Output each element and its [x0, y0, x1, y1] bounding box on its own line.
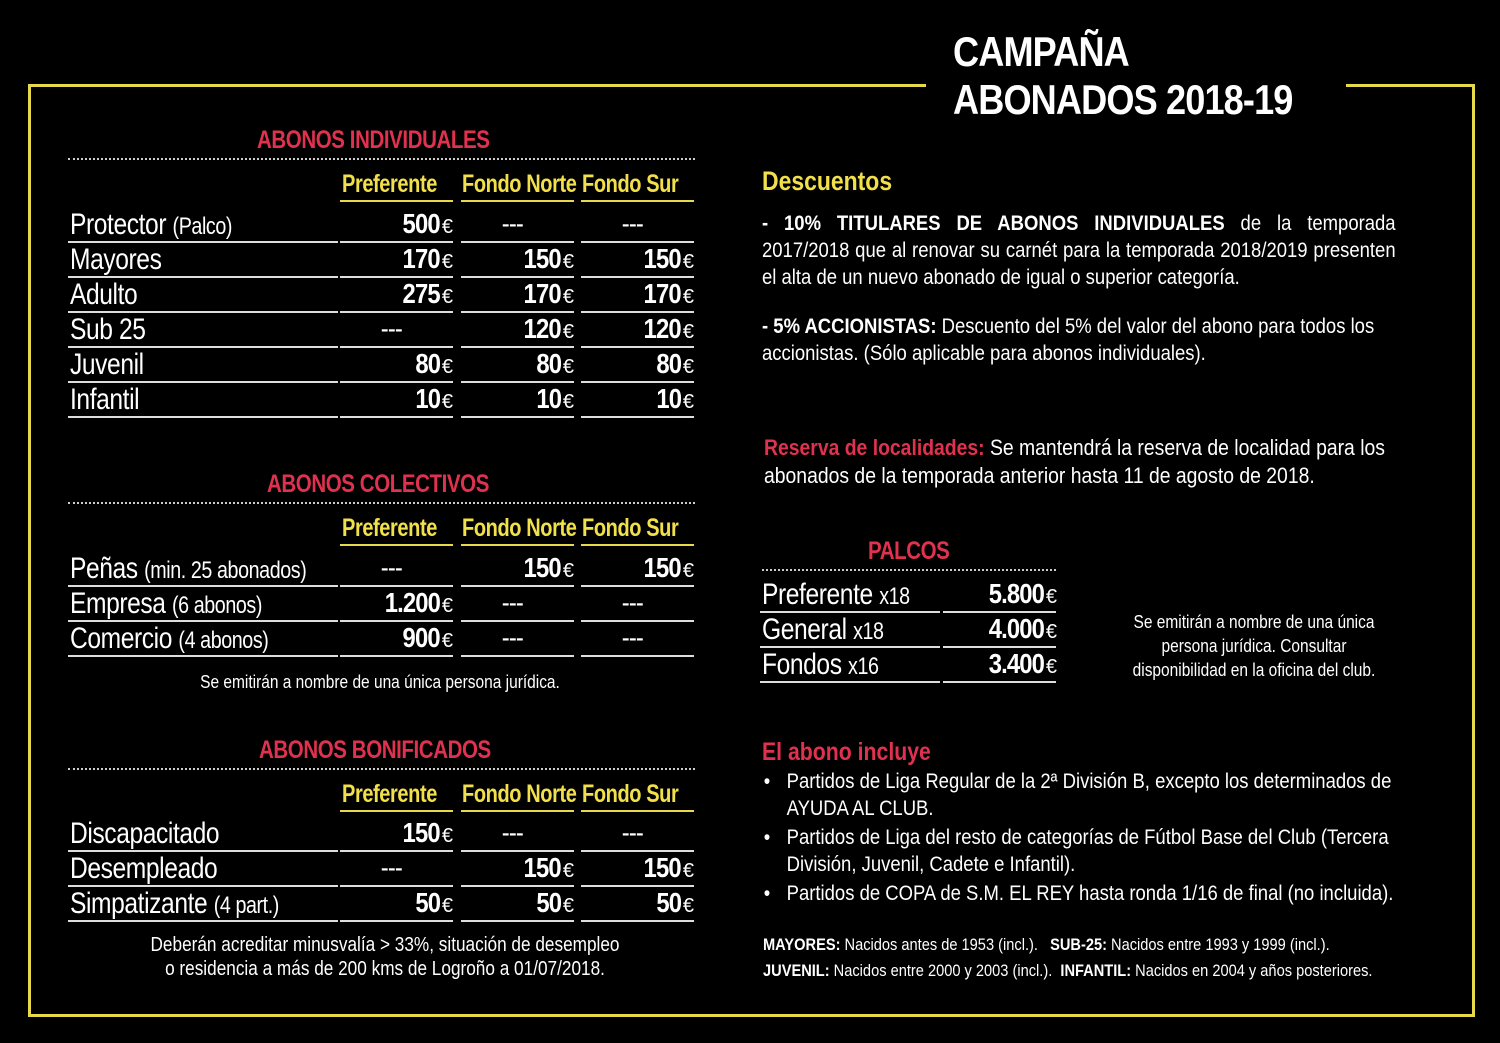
- price-cell-empty: [461, 208, 560, 240]
- palco-label-main: General: [762, 613, 847, 646]
- row-label-main: Desempleado: [70, 852, 218, 885]
- palcos-note-1: Se emitirán a nombre de una única: [1133, 612, 1375, 632]
- row-label-main: Comercio: [70, 622, 172, 655]
- bonificado-row-label: [70, 887, 279, 921]
- individuales-divider: [68, 158, 695, 160]
- price-cell: [543, 552, 693, 584]
- price-cell: [543, 278, 693, 310]
- colectivo-row-label: [70, 587, 262, 621]
- row-label-sub: (min. 25 abonados): [144, 557, 307, 584]
- descuento-2: [762, 313, 1396, 367]
- cell-underline: [581, 416, 694, 418]
- price-value: 150: [643, 243, 681, 274]
- euro-sign: €: [441, 356, 452, 378]
- col-header-c1: Preferente: [342, 780, 437, 808]
- palco-price-cell: [906, 613, 1056, 645]
- row-label-sub: (6 abonos): [172, 592, 262, 619]
- palco-price-cell: [906, 648, 1056, 680]
- price-value: 170: [643, 278, 681, 309]
- cell-underline: [461, 920, 574, 922]
- col-header-c3: Fondo Sur: [582, 170, 679, 198]
- price-value: 150: [523, 243, 561, 274]
- price-cell: [543, 348, 693, 380]
- palco-row-label: [762, 578, 910, 612]
- price-cell-empty: [581, 587, 680, 619]
- cell-underline: [340, 655, 453, 657]
- row-underline: [68, 920, 338, 922]
- price-value: 4.000: [988, 613, 1044, 644]
- euro-sign: €: [1045, 656, 1056, 678]
- euro-sign: €: [441, 286, 452, 308]
- euro-sign: €: [682, 560, 693, 582]
- descuento-1-bold: - 10% TITULARES DE ABONOS INDIVIDUALES: [762, 212, 1225, 235]
- price-value: 120: [643, 313, 681, 344]
- descuento-2-text: Descuento del 5% del valor del abono para todos los accionistas. (Sólo aplicable para abonos individuales).: [762, 315, 1375, 365]
- price-value: 150: [523, 852, 561, 883]
- palcos-note-2: persona jurídica. Consultar: [1161, 636, 1347, 656]
- colectivo-row-label: [70, 552, 306, 586]
- palco-label-sub: x16: [848, 653, 879, 680]
- title-line-2: ABONADOS 2018-19: [953, 76, 1293, 123]
- fn-mayores-label: MAYORES:: [763, 935, 841, 954]
- palcos-title: PALCOS: [868, 537, 950, 565]
- colectivo-row-label: [70, 622, 268, 656]
- page-title: [953, 28, 1293, 124]
- price-cell: [302, 208, 452, 240]
- price-cell-empty: [461, 622, 560, 654]
- col-header-c2: Fondo Norte: [462, 780, 577, 808]
- descuentos-title: Descuentos: [762, 166, 893, 196]
- fn-infantil-text: Nacidos en 2004 y años posteriores.: [1131, 961, 1373, 980]
- price-value: 50: [536, 887, 561, 918]
- euro-sign: €: [562, 560, 573, 582]
- price-value: 150: [402, 817, 440, 848]
- fn-juvenil-label: JUVENIL:: [763, 961, 830, 980]
- euro-sign: €: [562, 895, 573, 917]
- euro-sign: €: [682, 321, 693, 343]
- euro-sign: €: [562, 251, 573, 273]
- palcos-divider: [762, 569, 1056, 571]
- row-label-main: Discapacitado: [70, 817, 220, 850]
- price-value: ---: [501, 622, 523, 653]
- palco-label-sub: x18: [879, 583, 910, 610]
- row-underline: [760, 681, 940, 683]
- footnote-line-1: [763, 935, 1330, 955]
- individuales-title: ABONOS INDIVIDUALES: [257, 126, 490, 154]
- price-value: 1.200: [384, 587, 440, 618]
- col-header-line: [581, 200, 694, 202]
- euro-sign: €: [1045, 586, 1056, 608]
- individual-row-label: [70, 278, 137, 312]
- incluye-item: • Partidos de COPA de S.M. EL REY hasta ronda 1/16 de final (no incluida).: [762, 880, 1413, 907]
- col-header-c1: Preferente: [342, 514, 437, 542]
- row-underline: [68, 655, 338, 657]
- price-value: 50: [415, 887, 440, 918]
- bonificados-divider: [68, 768, 695, 770]
- euro-sign: €: [562, 860, 573, 882]
- euro-sign: €: [441, 595, 452, 617]
- euro-sign: €: [562, 286, 573, 308]
- price-value: 900: [402, 622, 440, 653]
- price-value: 120: [523, 313, 561, 344]
- individual-row-label: [70, 348, 144, 382]
- row-label-main: Empresa: [70, 587, 166, 620]
- price-cell: [302, 817, 452, 849]
- price-cell: [543, 243, 693, 275]
- price-value: 5.800: [988, 578, 1044, 609]
- bonificados-note-2: o residencia a más de 200 kms de Logroño a 01/07/2018.: [165, 958, 605, 980]
- price-value: 150: [523, 552, 561, 583]
- cell-underline: [340, 416, 453, 418]
- title-line-1: CAMPAÑA: [953, 28, 1129, 75]
- euro-sign: €: [441, 895, 452, 917]
- price-value: ---: [501, 587, 523, 618]
- col-header-line: [581, 544, 694, 546]
- price-value: ---: [501, 817, 523, 848]
- euro-sign: €: [1045, 621, 1056, 643]
- col-header-line: [340, 810, 453, 812]
- row-label-main: Simpatizante: [70, 887, 208, 920]
- price-value: ---: [501, 208, 523, 239]
- price-cell-empty: [581, 817, 680, 849]
- palco-label-main: Preferente: [762, 578, 873, 611]
- price-value: 10: [536, 383, 561, 414]
- row-label-sub: (4 abonos): [178, 627, 269, 654]
- col-header-line: [340, 544, 453, 546]
- price-value: ---: [380, 852, 402, 883]
- descuento-2-bold: - 5% ACCIONISTAS:: [762, 315, 937, 338]
- fn-sub25-label: SUB-25:: [1050, 935, 1107, 954]
- euro-sign: €: [682, 286, 693, 308]
- reserva-bold: Reserva de localidades:: [764, 435, 985, 460]
- price-value: ---: [380, 552, 402, 583]
- col-header-line: [340, 200, 453, 202]
- euro-sign: €: [562, 321, 573, 343]
- row-label-main: Juvenil: [70, 348, 144, 381]
- col-header-line: [581, 810, 694, 812]
- price-cell-empty: [461, 587, 560, 619]
- euro-sign: €: [441, 216, 452, 238]
- row-underline: [68, 416, 338, 418]
- euro-sign: €: [441, 251, 452, 273]
- price-value: ---: [621, 817, 643, 848]
- price-value: 500: [402, 208, 440, 239]
- price-value: 170: [402, 243, 440, 274]
- descuento-1: [762, 210, 1396, 291]
- row-label-main: Protector: [70, 208, 167, 241]
- col-header-c2: Fondo Norte: [462, 170, 577, 198]
- price-value: 50: [656, 887, 681, 918]
- price-cell: [543, 852, 693, 884]
- col-header-line: [461, 200, 574, 202]
- cell-underline: [581, 655, 694, 657]
- palco-label-sub: x18: [853, 618, 884, 645]
- palco-label-main: Fondos: [762, 648, 842, 681]
- individual-row-label: [70, 208, 232, 242]
- price-cell: [543, 887, 693, 919]
- euro-sign: €: [682, 860, 693, 882]
- price-value: 3.400: [988, 648, 1044, 679]
- individual-row-label: [70, 243, 161, 277]
- row-label-sub: (4 part.): [213, 892, 279, 919]
- euro-sign: €: [441, 630, 452, 652]
- price-cell: [302, 587, 452, 619]
- footnote-line-2: [763, 961, 1372, 981]
- price-value: 170: [523, 278, 561, 309]
- euro-sign: €: [441, 391, 452, 413]
- reserva-text: [764, 434, 1415, 490]
- euro-sign: €: [682, 251, 693, 273]
- price-cell-empty: [581, 208, 680, 240]
- fn-sub25-text: Nacidos entre 1993 y 1999 (incl.).: [1106, 935, 1330, 954]
- cell-underline: [461, 416, 574, 418]
- price-value: ---: [621, 208, 643, 239]
- euro-sign: €: [682, 391, 693, 413]
- bonificados-title: ABONOS BONIFICADOS: [259, 736, 491, 764]
- col-header-line: [461, 544, 574, 546]
- row-label-main: Mayores: [70, 243, 162, 276]
- price-value: 10: [415, 383, 440, 414]
- euro-sign: €: [682, 895, 693, 917]
- individual-row-label: [70, 313, 146, 347]
- price-value: 150: [643, 852, 681, 883]
- row-label-main: Peñas: [70, 552, 138, 585]
- colectivos-title: ABONOS COLECTIVOS: [267, 470, 489, 498]
- price-value: ---: [621, 622, 643, 653]
- price-cell-empty: [581, 622, 680, 654]
- col-header-c3: Fondo Sur: [582, 780, 679, 808]
- row-label-main: Sub 25: [70, 313, 146, 346]
- colectivos-divider: [68, 502, 695, 504]
- price-value: 150: [643, 552, 681, 583]
- euro-sign: €: [441, 825, 452, 847]
- price-cell: [543, 383, 693, 415]
- row-label-main: Adulto: [70, 278, 138, 311]
- descuento-1-text: de la temporada 2017/2018 que al renovar su carnét para la temporada 2018/2019 presenten el alta de un nuevo abonado de igual o superior categoría.: [762, 212, 1396, 289]
- row-label-main: Infantil: [70, 383, 140, 416]
- cell-underline: [340, 920, 453, 922]
- col-header-line: [461, 810, 574, 812]
- price-cell-empty: [461, 817, 560, 849]
- incluye-item: • Partidos de Liga Regular de la 2ª División B, excepto los determinados de AYUDA AL CLUB.: [762, 768, 1413, 822]
- cell-underline: [461, 655, 574, 657]
- fn-infantil-label: INFANTIL:: [1060, 961, 1132, 980]
- palco-row-label: [762, 613, 884, 647]
- palco-row-label: [762, 648, 879, 682]
- palco-price-cell: [906, 578, 1056, 610]
- price-value: 80: [415, 348, 440, 379]
- bonificados-note-1: Deberán acreditar minusvalía > 33%, situación de desempleo: [150, 934, 620, 956]
- cell-underline: [581, 920, 694, 922]
- palcos-note-3: disponibilidad en la oficina del club.: [1132, 660, 1376, 680]
- individual-row-label: [70, 383, 139, 417]
- bonificado-row-label: [70, 852, 217, 886]
- price-value: 275: [402, 278, 440, 309]
- incluye-title: El abono incluye: [762, 738, 931, 766]
- fn-mayores-text: Nacidos antes de 1953 (incl.).: [840, 935, 1038, 954]
- price-value: ---: [621, 587, 643, 618]
- col-header-c3: Fondo Sur: [582, 514, 679, 542]
- incluye-list: [762, 768, 1413, 909]
- price-cell: [302, 622, 452, 654]
- price-value: ---: [380, 313, 402, 344]
- fn-juvenil-text: Nacidos entre 2000 y 2003 (incl.).: [829, 961, 1053, 980]
- euro-sign: €: [562, 391, 573, 413]
- euro-sign: €: [562, 356, 573, 378]
- colectivos-note: Se emitirán a nombre de una única persona jurídica.: [200, 672, 560, 692]
- col-header-c1: Preferente: [342, 170, 437, 198]
- price-cell: [543, 313, 693, 345]
- cell-underline: [943, 681, 1056, 683]
- price-value: 80: [536, 348, 561, 379]
- col-header-c2: Fondo Norte: [462, 514, 577, 542]
- incluye-item: • Partidos de Liga del resto de categorías de Fútbol Base del Club (Tercera División, Juvenil, Cadete e Infantil).: [762, 824, 1413, 878]
- row-label-sub: (Palco): [172, 213, 233, 240]
- price-value: 80: [656, 348, 681, 379]
- euro-sign: €: [682, 356, 693, 378]
- reserva-body: Se mantendrá la reserva de localidad para los abonados de la temporada anterior hasta 11 de agosto de 2018.: [764, 435, 1385, 488]
- price-value: 10: [656, 383, 681, 414]
- bonificado-row-label: [70, 817, 219, 851]
